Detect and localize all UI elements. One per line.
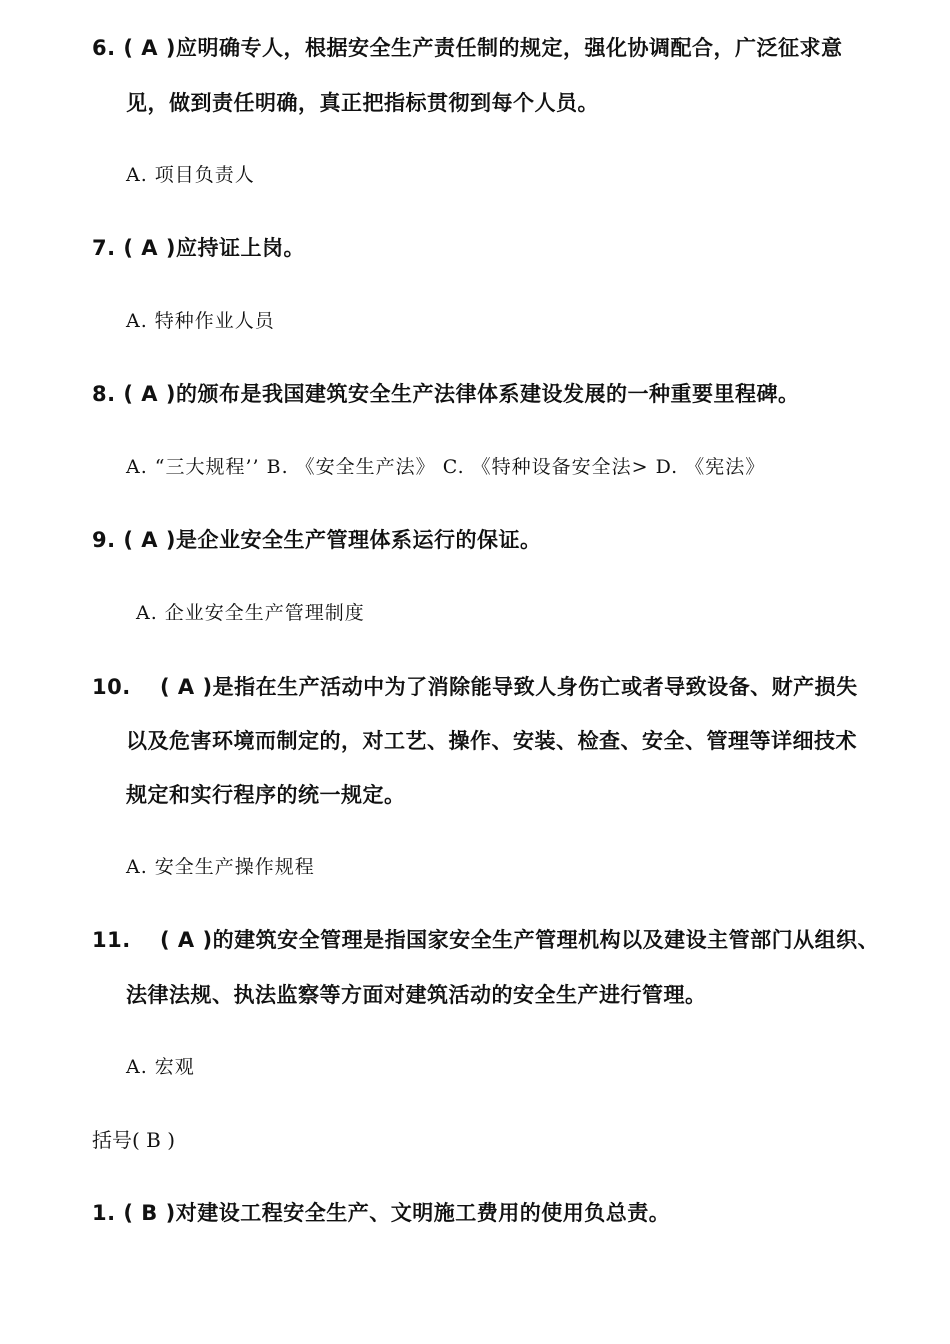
question-6-answer: A. 项目负责人 (126, 164, 255, 186)
question-10-answer: A. 安全生产操作规程 (126, 856, 315, 878)
question-6-line-2: 见，做到责任明确，真正把指标贯彻到每个人员。 (126, 91, 599, 115)
question-9-line-1: 9. ( A )是企业安全生产管理体系运行的保证。 (92, 528, 542, 552)
question-7-answer: A. 特种作业人员 (126, 310, 275, 332)
question-8-options: A. “三大规程’’ B. 《安全生产法》 C. 《特种设备安全法> D. 《宪法》 (126, 456, 766, 478)
question-9-answer: A. 企业安全生产管理制度 (136, 602, 365, 624)
question-10-line-2: 以及危害环境而制定的，对工艺、操作、安装、检查、安全、管理等详细技术 (126, 729, 857, 753)
question-11-answer: A. 宏观 (126, 1056, 195, 1078)
question-10-line-3: 规定和实行程序的统一规定。 (126, 783, 406, 807)
question-11-line-2: 法律法规、执法监察等方面对建筑活动的安全生产进行管理。 (126, 983, 707, 1007)
question-8-line-1: 8. ( A )的颁布是我国建筑安全生产法律体系建设发展的一种重要里程碑。 (92, 382, 800, 406)
question-10-number: 10. (92, 675, 131, 699)
section-heading: 括号( B ) (92, 1128, 176, 1152)
question-7-line-1: 7. ( A )应持证上岗。 (92, 236, 305, 260)
question-b1-line-1: 1. ( B )对建设工程安全生产、文明施工费用的使用负总责。 (92, 1201, 671, 1225)
question-11-line-1: ( A )的建筑安全管理是指国家安全生产管理机构以及建设主管部门从组织、 (160, 928, 880, 952)
question-11-number: 11. (92, 928, 131, 952)
question-10-line-1: ( A )是指在生产活动中为了消除能导致人身伤亡或者导致设备、财产损失 (160, 675, 858, 699)
question-6-line-1: 6. ( A )应明确专人，根据安全生产责任制的规定，强化协调配合，广泛征求意 (92, 36, 843, 60)
